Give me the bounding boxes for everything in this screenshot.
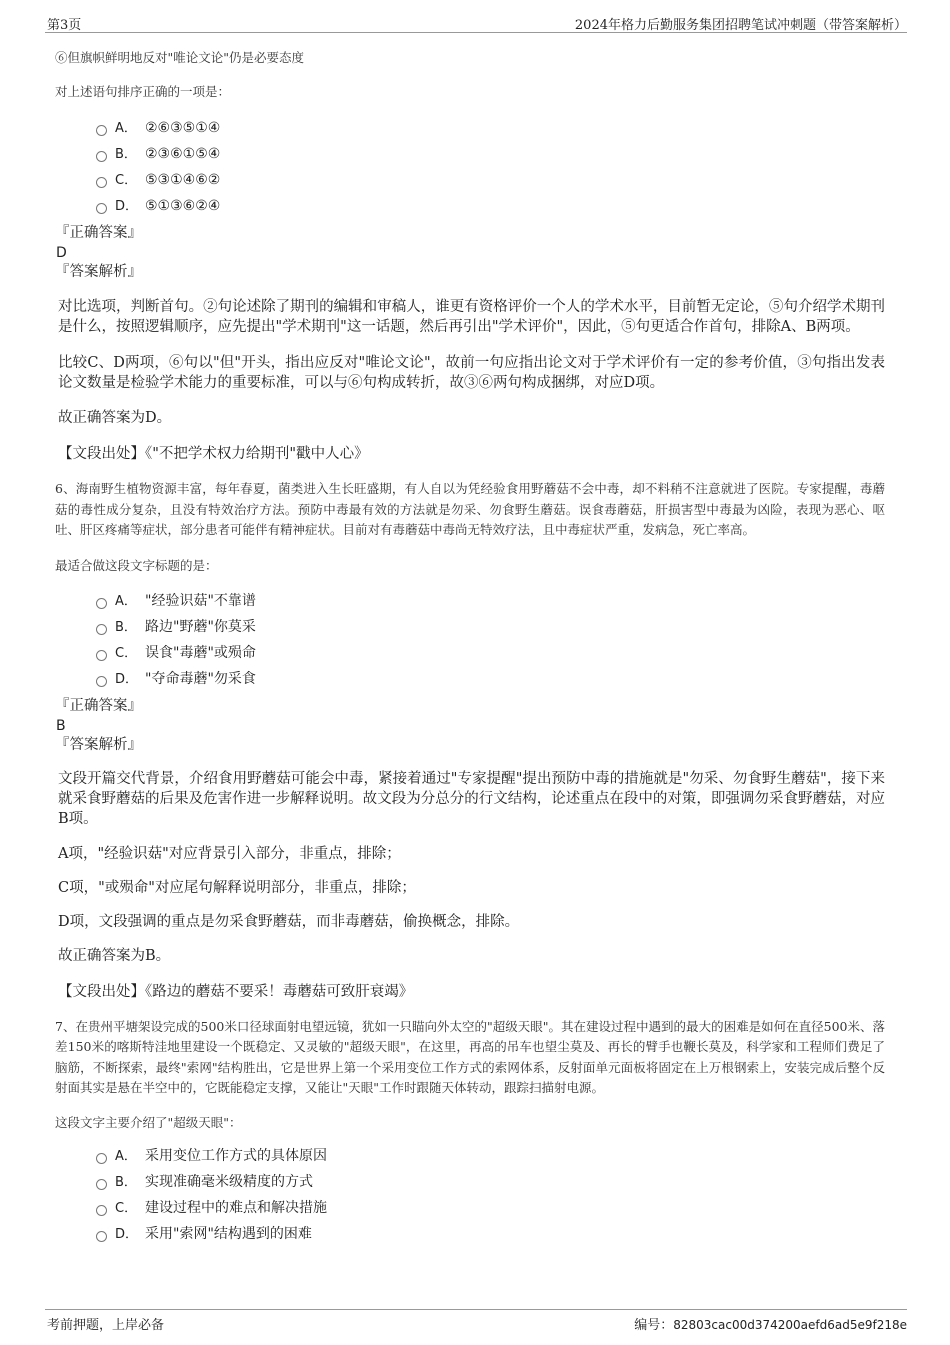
q6-analysis-label: 『答案解析』 [55, 736, 142, 753]
footer-code [634, 1314, 907, 1333]
q6-option-b[interactable]: B． 路边"野蘑"你莫采 [55, 614, 885, 640]
radio-icon[interactable] [96, 125, 107, 136]
q6-answer-label: 『正确答案』 [55, 697, 142, 714]
q6-prompt: 最适合做这段文字标题的是： [55, 557, 218, 573]
q6-text: 6、海南野生植物资源丰富，每年春夏，菌类进入生长旺盛期，有人自以为凭经验食用野蘑菇不会中毒，却不料稍不注意就进了医院。专家提醒，毒蘑菇的毒性成分复杂，且没有特效治疗方法。预防中毒最有效的方法就是勿采、勿食野生蘑菇。误食毒蘑菇，肝损害型中毒最为凶险，表现为恶心、呕吐、肝区疼痛等症状，部分患者可能伴有精神症状。目前对有毒蘑菇中毒尚无特效疗法，且中毒症状严重，发病急，死亡率高。 [55, 481, 885, 537]
radio-icon[interactable] [96, 1153, 107, 1164]
page-number: 第3页 [47, 18, 82, 33]
q5-statement-6: ⑥但旗帜鲜明地反对"唯论文论"仍是必要态度 [55, 50, 304, 65]
q5-analysis-3: 故正确答案为D。 [58, 410, 172, 426]
q5-analysis-1: 对比选项，判断首句。②句论述除了期刊的编辑和审稿人，谁更有资格评价一个人的学术水平，目前暂无定论，⑤句介绍学术期刊是什么，按照逻辑顺序，应先提出"学术期刊"这一话题，然后再引出"学术评价"，因此，⑤句更适合作首句，排除A、B两项。 [58, 299, 885, 335]
document-title: 2024年格力后勤服务集团招聘笔试冲刺题（带答案解析） [574, 18, 907, 33]
radio-icon[interactable] [96, 203, 107, 214]
q5-option-d[interactable]: D． ⑤①③⑥②④ [55, 193, 885, 219]
q7-option-a[interactable]: A． 采用变位工作方式的具体原因 [55, 1143, 885, 1169]
q5-analysis-label: 『答案解析』 [55, 264, 142, 280]
header-divider [45, 32, 907, 33]
q5-source: 【文段出处】《"不把学术权力给期刊"戳中人心》 [58, 446, 369, 462]
q5-option-c[interactable]: C． ⑤③①④⑥② [55, 167, 885, 193]
footer-code-value: 82803cac00d374200aefd6ad5e9f218e [673, 1318, 907, 1332]
page-content [55, 46, 885, 1247]
q7-options [55, 1143, 885, 1247]
radio-icon[interactable] [96, 598, 107, 609]
footer-divider [45, 1309, 907, 1310]
q6-source: 【文段出处】《路边的蘑菇不要采！毒蘑菇可致肝衰竭》 [58, 983, 414, 1000]
q5-prompt: 对上述语句排序正确的一项是： [55, 84, 231, 99]
q7-prompt: 这段文字主要介绍了"超级天眼"： [55, 1114, 242, 1130]
q6-answer: B [56, 717, 66, 734]
radio-icon[interactable] [96, 1231, 107, 1242]
q5-option-a[interactable]: A． ②⑥③⑤①④ [55, 115, 885, 141]
q7-option-b[interactable]: B． 实现准确毫米级精度的方式 [55, 1169, 885, 1195]
footer-code-label: 编号： [634, 1318, 674, 1333]
q6-option-a[interactable]: A． "经验识菇"不靠谱 [55, 588, 885, 614]
q6-option-d[interactable]: D． "夺命毒蘑"勿采食 [55, 666, 885, 692]
q5-options [55, 115, 885, 219]
q6-options [55, 588, 885, 692]
radio-icon[interactable] [96, 676, 107, 687]
q6-analysis-5: 故正确答案为B。 [58, 947, 171, 964]
radio-icon[interactable] [96, 1205, 107, 1216]
q6-analysis-3: C项，"或殒命"对应尾句解释说明部分，非重点，排除； [58, 879, 416, 896]
q6-option-c[interactable]: C． 误食"毒蘑"或殒命 [55, 640, 885, 666]
q6-analysis-2: A项，"经验识菇"对应背景引入部分，非重点，排除； [58, 845, 401, 862]
q5-answer: D [56, 245, 67, 261]
footer-slogan: 考前押题，上岸必备 [47, 1318, 165, 1333]
q5-analysis-2: 比较C、D两项，⑥句以"但"开头，指出应反对"唯论文论"，故前一句应指出论文对于学术评价有一定的参考价值，③句指出发表论文数量是检验学术能力的重要标准，可以与⑥句构成转折，故③⑥两句构成捆绑，对应D项。 [58, 355, 885, 391]
q6-analysis-4: D项，文段强调的重点是勿采食野蘑菇，而非毒蘑菇，偷换概念，排除。 [58, 913, 520, 930]
q5-option-b[interactable]: B． ②③⑥①⑤④ [55, 141, 885, 167]
radio-icon[interactable] [96, 177, 107, 188]
radio-icon[interactable] [96, 1179, 107, 1190]
radio-icon[interactable] [96, 151, 107, 162]
q7-text: 7、在贵州平塘架设完成的500米口径球面射电望远镜，犹如一只瞄向外太空的"超级天眼"。其在建设过程中遇到的最大的困难是如何在直径500米、落差150米的喀斯特洼地里建设一个既稳定、又灵敏的"超级天眼"，在这里，再高的吊车也望尘莫及、再长的臂手也鞭长莫及，科学家和工程师们费足了脑筋，不断探索，最终"索网"结构胜出，它是世界上第一个采用变位工作方式的索网体系，反射面单元面板将固定在上万根钢索上，安装完成后整个反射面其实是悬在半空中的，它既能稳定支撑，又能让"天眼"工作时跟随天体转动，跟踪扫描射电源。 [55, 1018, 885, 1095]
q7-option-c[interactable]: C． 建设过程中的难点和解决措施 [55, 1195, 885, 1221]
q6-analysis-1: 文段开篇交代背景，介绍食用野蘑菇可能会中毒，紧接着通过"专家提醒"提出预防中毒的措施就是"勿采、勿食野生蘑菇"，接下来就采食野蘑菇的后果及危害作进一步解释说明。故文段为分总分的行文结构，论述重点在段中的对策，即强调勿采食野蘑菇，对应B项。 [58, 770, 885, 827]
radio-icon[interactable] [96, 650, 107, 661]
q7-option-d[interactable]: D． 采用"索网"结构遇到的困难 [55, 1221, 885, 1247]
q5-answer-label: 『正确答案』 [55, 225, 142, 241]
radio-icon[interactable] [96, 624, 107, 635]
